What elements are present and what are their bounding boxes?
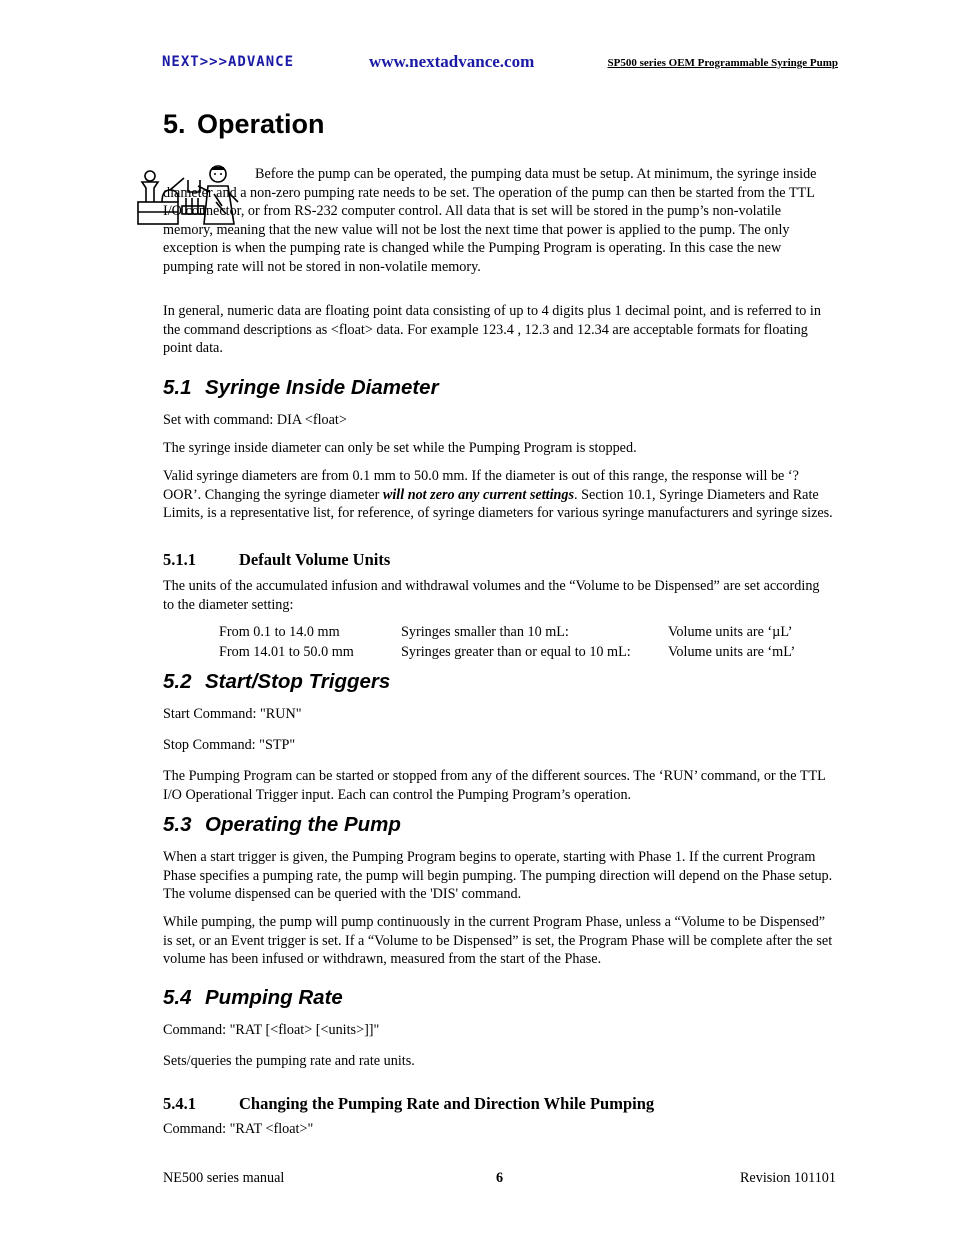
change-rate-command xyxy=(163,1120,833,1139)
section-number: 5.2 xyxy=(163,670,192,693)
range-cell: From 0.1 to 14.0 mm xyxy=(219,624,340,640)
section-title-start-stop xyxy=(163,670,390,694)
section-number: 5.1.1 xyxy=(163,550,196,569)
float-paragraph xyxy=(163,302,833,358)
website-url: www.nextadvance.com xyxy=(369,52,535,71)
rate-command xyxy=(163,1021,833,1040)
syringe-size-cell: Syringes greater than or equal to 10 mL: xyxy=(401,643,631,660)
dia-range-paragraph xyxy=(163,467,833,523)
section-number: 5.1 xyxy=(163,376,192,399)
section-title-pumping-rate xyxy=(163,986,343,1010)
dia-command-text: Set with command: DIA <float> xyxy=(163,412,347,428)
section-title-text: Changing the Pumping Rate and Direction While Pumping xyxy=(239,1094,655,1113)
float-text: In general, numeric data are floating point data consisting of up to 4 digits plus 1 decimal point, and is referred to in the command descriptions as <float> data. For example 123.4 , 12.3 and 12.34 are acceptable formats for floating point data. xyxy=(163,303,821,356)
intro-text: Before the pump can be operated, the pumping data must be setup. At minimum, the syringe inside diameter and a non-zero pumping rate needs to be set. The operation of the pump can then be started from the TTL I/O connector, or from RS-232 computer control. All data that is set will be stored in the pump’s non-volatile memory, meaning that the new value will not be lost the next time that power is applied to the pump. The only exception is when the pumping rate is changed while the Pumping Program is operating. In this case the new pumping rate will not be stored in non-volatile memory. xyxy=(163,166,817,275)
operating-paragraph-2 xyxy=(163,913,833,969)
section-title-text: Operating the Pump xyxy=(205,813,401,836)
revision-label: Revision 101101 xyxy=(739,1170,836,1186)
page-header xyxy=(162,52,838,74)
section-title-operating-pump xyxy=(163,813,401,837)
brand-logo: NEXT>>>ADVANCE xyxy=(162,54,295,70)
section-title-text: Syringe Inside Diameter xyxy=(205,376,439,399)
trigger-text: The Pumping Program can be started or stopped from any of the different sources. The ‘RUN’ command, or the TTL I/O Operational Trigger input. Each can control the Pumping Program’s operation. xyxy=(163,768,826,803)
dia-range-text xyxy=(163,467,833,523)
dia-note-text: The syringe inside diameter can only be set while the Pumping Program is stopped. xyxy=(163,440,637,456)
volume-units-paragraph xyxy=(163,577,833,614)
section-title-operation xyxy=(163,109,325,140)
trigger-paragraph xyxy=(163,767,833,804)
change-rate-command-text: Command: "RAT <float>" xyxy=(163,1121,314,1137)
operating-text-1: When a start trigger is given, the Pumping Program begins to operate, starting with Phase 1. If the current Program Phase specifies a pumping rate, the pump will begin pumping. The pumping direction will depend on the Phase setup. The volume dispensed can be queried with the 'DIS' command. xyxy=(163,849,833,902)
operating-paragraph-1 xyxy=(163,848,833,904)
operating-text-2: While pumping, the pump will pump continuously in the current Program Phase, unless a “Volume to be Dispensed” is set, or an Event trigger is set. If a “Volume to be Dispensed” is set, the Program Phase will be complete after the set volume has been infused or withdrawn, measured from the start of the Phase. xyxy=(163,914,833,967)
section-number: 5.3 xyxy=(163,813,192,836)
section-title-text: Operation xyxy=(197,109,325,139)
section-title-changing-rate xyxy=(163,1094,654,1114)
section-title-syringe-diameter xyxy=(163,376,439,400)
section-title-text: Default Volume Units xyxy=(239,550,391,569)
section-number: 5.4 xyxy=(163,986,192,1009)
dia-range-emphasis: will not zero any current settings xyxy=(382,486,575,503)
intro-paragraph xyxy=(163,165,833,276)
rate-command-text: Command: "RAT [<float> [<units>]]" xyxy=(163,1022,380,1038)
dia-note xyxy=(163,439,833,458)
section-title-default-volume-units xyxy=(163,550,390,570)
range-cell: From 14.01 to 50.0 mm xyxy=(219,643,354,660)
section-title-text: Pumping Rate xyxy=(205,986,343,1009)
start-command xyxy=(163,705,833,724)
page-number: 6 xyxy=(496,1170,504,1186)
product-name: SP500 series OEM Programmable Syringe Pump xyxy=(607,57,838,69)
dia-command xyxy=(163,411,833,430)
dia-range-text-c: . Section 10.1, Syringe Diameters and Rate Limits, is a representative list, for reference, of syringe diameters for various syringe manufacturers and syringe sizes. xyxy=(163,486,833,521)
rate-description xyxy=(163,1052,833,1071)
rate-description-text: Sets/queries the pumping rate and rate units. xyxy=(163,1053,415,1069)
section-number: 5.4.1 xyxy=(163,1094,196,1113)
start-command-text: Start Command: "RUN" xyxy=(163,706,302,722)
units-cell: Volume units are ‘mL’ xyxy=(668,643,796,660)
volume-units-text: The units of the accumulated infusion and withdrawal volumes and the “Volume to be Dispensed” are set according to the diameter setting: xyxy=(163,578,820,613)
manual-name: NE500 series manual xyxy=(163,1170,285,1186)
dia-range-text-a: Valid syringe diameters are from 0.1 mm to 50.0 mm. If the diameter is out of this range, the response will be ‘?OOR’. Changing the syringe diameter xyxy=(163,468,799,503)
stop-command-text: Stop Command: "STP" xyxy=(163,737,296,753)
stop-command xyxy=(163,736,833,755)
syringe-size-cell: Syringes smaller than 10 mL: xyxy=(401,624,569,640)
units-cell: Volume units are ‘µL’ xyxy=(668,624,793,640)
section-number: 5. xyxy=(163,109,186,139)
section-title-text: Start/Stop Triggers xyxy=(205,670,391,693)
